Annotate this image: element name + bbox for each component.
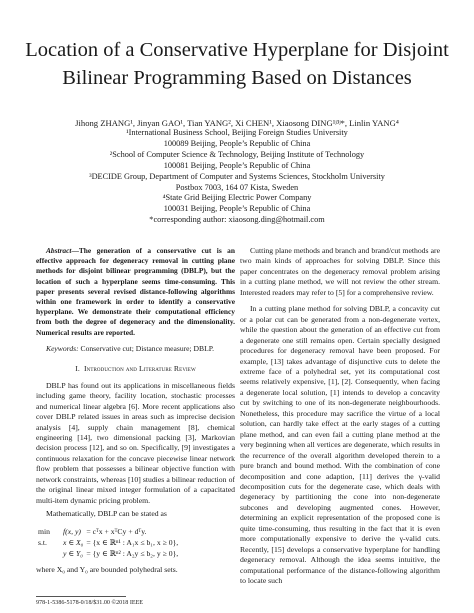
author-list: Jihong ZHANG¹, Jinyan GAO¹, Tian YANG², Xi CHEN¹, Xiaosong DING¹ʲ³ʲ*, Linlin YANG⁴ <box>75 118 399 128</box>
right-column <box>240 246 440 587</box>
math-label: min <box>38 526 50 536</box>
affiliation-line: 100081 Beijing, People’s Republic of China <box>163 160 311 170</box>
title-line-2: Bilinear Programming Based on Distances <box>62 67 412 89</box>
section-title: Introduction and Literature Review <box>83 364 196 374</box>
affiliation-line: 100089 Beijing, People’s Republic of China <box>163 138 311 148</box>
paper-title <box>20 36 454 92</box>
body-paragraph: In a cutting plane method for solving DBLP, a concavity cut or a polar cut can be generated from a non-degenerate vertex, while the question about the generation of an effective cut from a degenerate one still remains open. Certain specially designed procedures for degeneracy removal have been proposed. For example, [13] takes advantage of disjunctive cuts to delete the extreme face of a polyhedral set, yet its computational cost seems relatively expensive, [1], [2]. Consequently, when facing a degenerate local solution, [1] intends to develop a concavity cut by switching to one of its non-degenerate neighbourhoods. Nonetheless, this procedure may sacrifice the virtue of a local solution, can hardly take effect at the early stages of a cutting plane method, and can even fail a cutting plane method at the very beginning when all vertices are degenerate, which results in the recurrence of the overall algorithm developed therein to a pure branch and bound method. With the combination of cone decomposition and cone adaption, [11] derives the γ-valid decomposition cuts for the degenerate case, which deals with degeneracy by partitioning the cone into non-degenerate subcones and developing augmented cones. However, determining an explicit representation of the proposed cone is quite time-consuming, thus resulting in the fact that it is even more computationally expensive to derive the γ-valid cuts. Recently, [15] develops a conservative hyperplane for handling degeneracy removal. Although the idea seems intuitive, the computational performance of the distance-following algorithm to locate such <box>240 304 440 586</box>
math-label <box>36 548 63 559</box>
keywords-lead: Keywords: <box>46 343 79 353</box>
math-lhs: f(x, y) <box>63 526 81 536</box>
footnote-rule <box>36 596 126 597</box>
abstract <box>36 246 235 338</box>
section-number: I. <box>75 364 80 374</box>
math-expr: = {y ∈ ℝⁿ² : A₂y ≤ b₂, y ≥ 0}, <box>86 548 179 558</box>
math-expr: = {x ∈ ℝⁿ¹ : A₁x ≤ b₁, x ≥ 0}, <box>86 537 179 547</box>
affiliation-line: Postbox 7003, 164 07 Kista, Sweden <box>175 182 299 192</box>
left-column <box>36 246 235 575</box>
keywords <box>36 344 235 354</box>
problem-formulation <box>36 526 235 559</box>
affiliation-line: ⁴State Grid Beijing Electric Power Company <box>162 193 312 203</box>
section-heading <box>36 364 235 374</box>
abstract-lead: Abstract <box>46 246 72 255</box>
intro-paragraph: where X₀ and Y₀ are bounded polyhedral sets. <box>36 564 178 574</box>
corresponding-author: *corresponding author: xiaosong.ding@hotmail.com <box>149 215 325 225</box>
math-row <box>36 526 181 537</box>
math-lhs: x ∈ X₀ <box>63 537 84 547</box>
affiliation-line: ³DECIDE Group, Department of Computer and Systems Sciences, Stockholm University <box>89 171 385 181</box>
copyright-footnote: 978-1-5386-5178-0/18/$31.00 ©2018 IEEE <box>36 600 144 606</box>
body-paragraph: Cutting plane methods and branch and brand/cut methods are two main kinds of approaches for solving DBLP. Since this paper concentrates on the degeneracy removal problem arising in a cutting plane method, we will not review the other stream. Interested readers may refer to [5] for a comprehensive review. <box>240 246 440 297</box>
abstract-text: —The generation of a conservative cut is an effective approach for degeneracy removal in cutting plane methods for disjoint bilinear programming (DBLP), but the location of such a hyperplane seems time-consuming. This paper presents several revised distance-following algorithms within one framework in order to identify a conservative hyperplane. We demonstrate their computational efficiency from both the degree of degeneracy and the dimensionality. Numerical results are reported. <box>36 246 235 337</box>
intro-paragraph: Mathematically, DBLP can be stated as <box>46 509 167 519</box>
title-line-1: Location of a Conservative Hyperplane for Disjoint <box>25 39 449 61</box>
affiliation-line: ¹International Business School, Beijing Foreign Studies University <box>126 128 348 137</box>
keywords-text: Conservative cut; Distance measure; DBLP. <box>78 343 215 353</box>
math-expr: = cᵀx + xᵀCy + dᵀy. <box>86 526 147 536</box>
affiliation-block <box>20 128 454 226</box>
math-lhs: y ∈ Y₀ <box>63 548 83 558</box>
math-row <box>36 537 181 548</box>
affiliation-line: 100031 Beijing, People’s Republic of China <box>163 204 311 214</box>
intro-paragraph: DBLP has found out its applications in miscellaneous fields including game theory, facility location, stochastic processes and numerical linear algebra [6]. More recent applications also cover DBLP related issues in areas such as imprecise decision analysis [4], supply chain management [8], chemical engineering [14], two dimensional packing [3], Markovian decision process [12], and so on. Specifically, [9] investigates a continuous relaxation for the concave piecewise linear network flow problem that possesses a bilinear objective function with network constraints, whereas [10] studies a bilinear reduction of the original linear mixed integer formulation of a capacitated multi-item dynamic pricing problem. <box>36 380 235 505</box>
math-row <box>36 548 181 559</box>
affiliation-line: ²School of Computer Science & Technology, Beijing Institute of Technology <box>109 149 365 159</box>
math-label: s.t. <box>38 537 47 547</box>
